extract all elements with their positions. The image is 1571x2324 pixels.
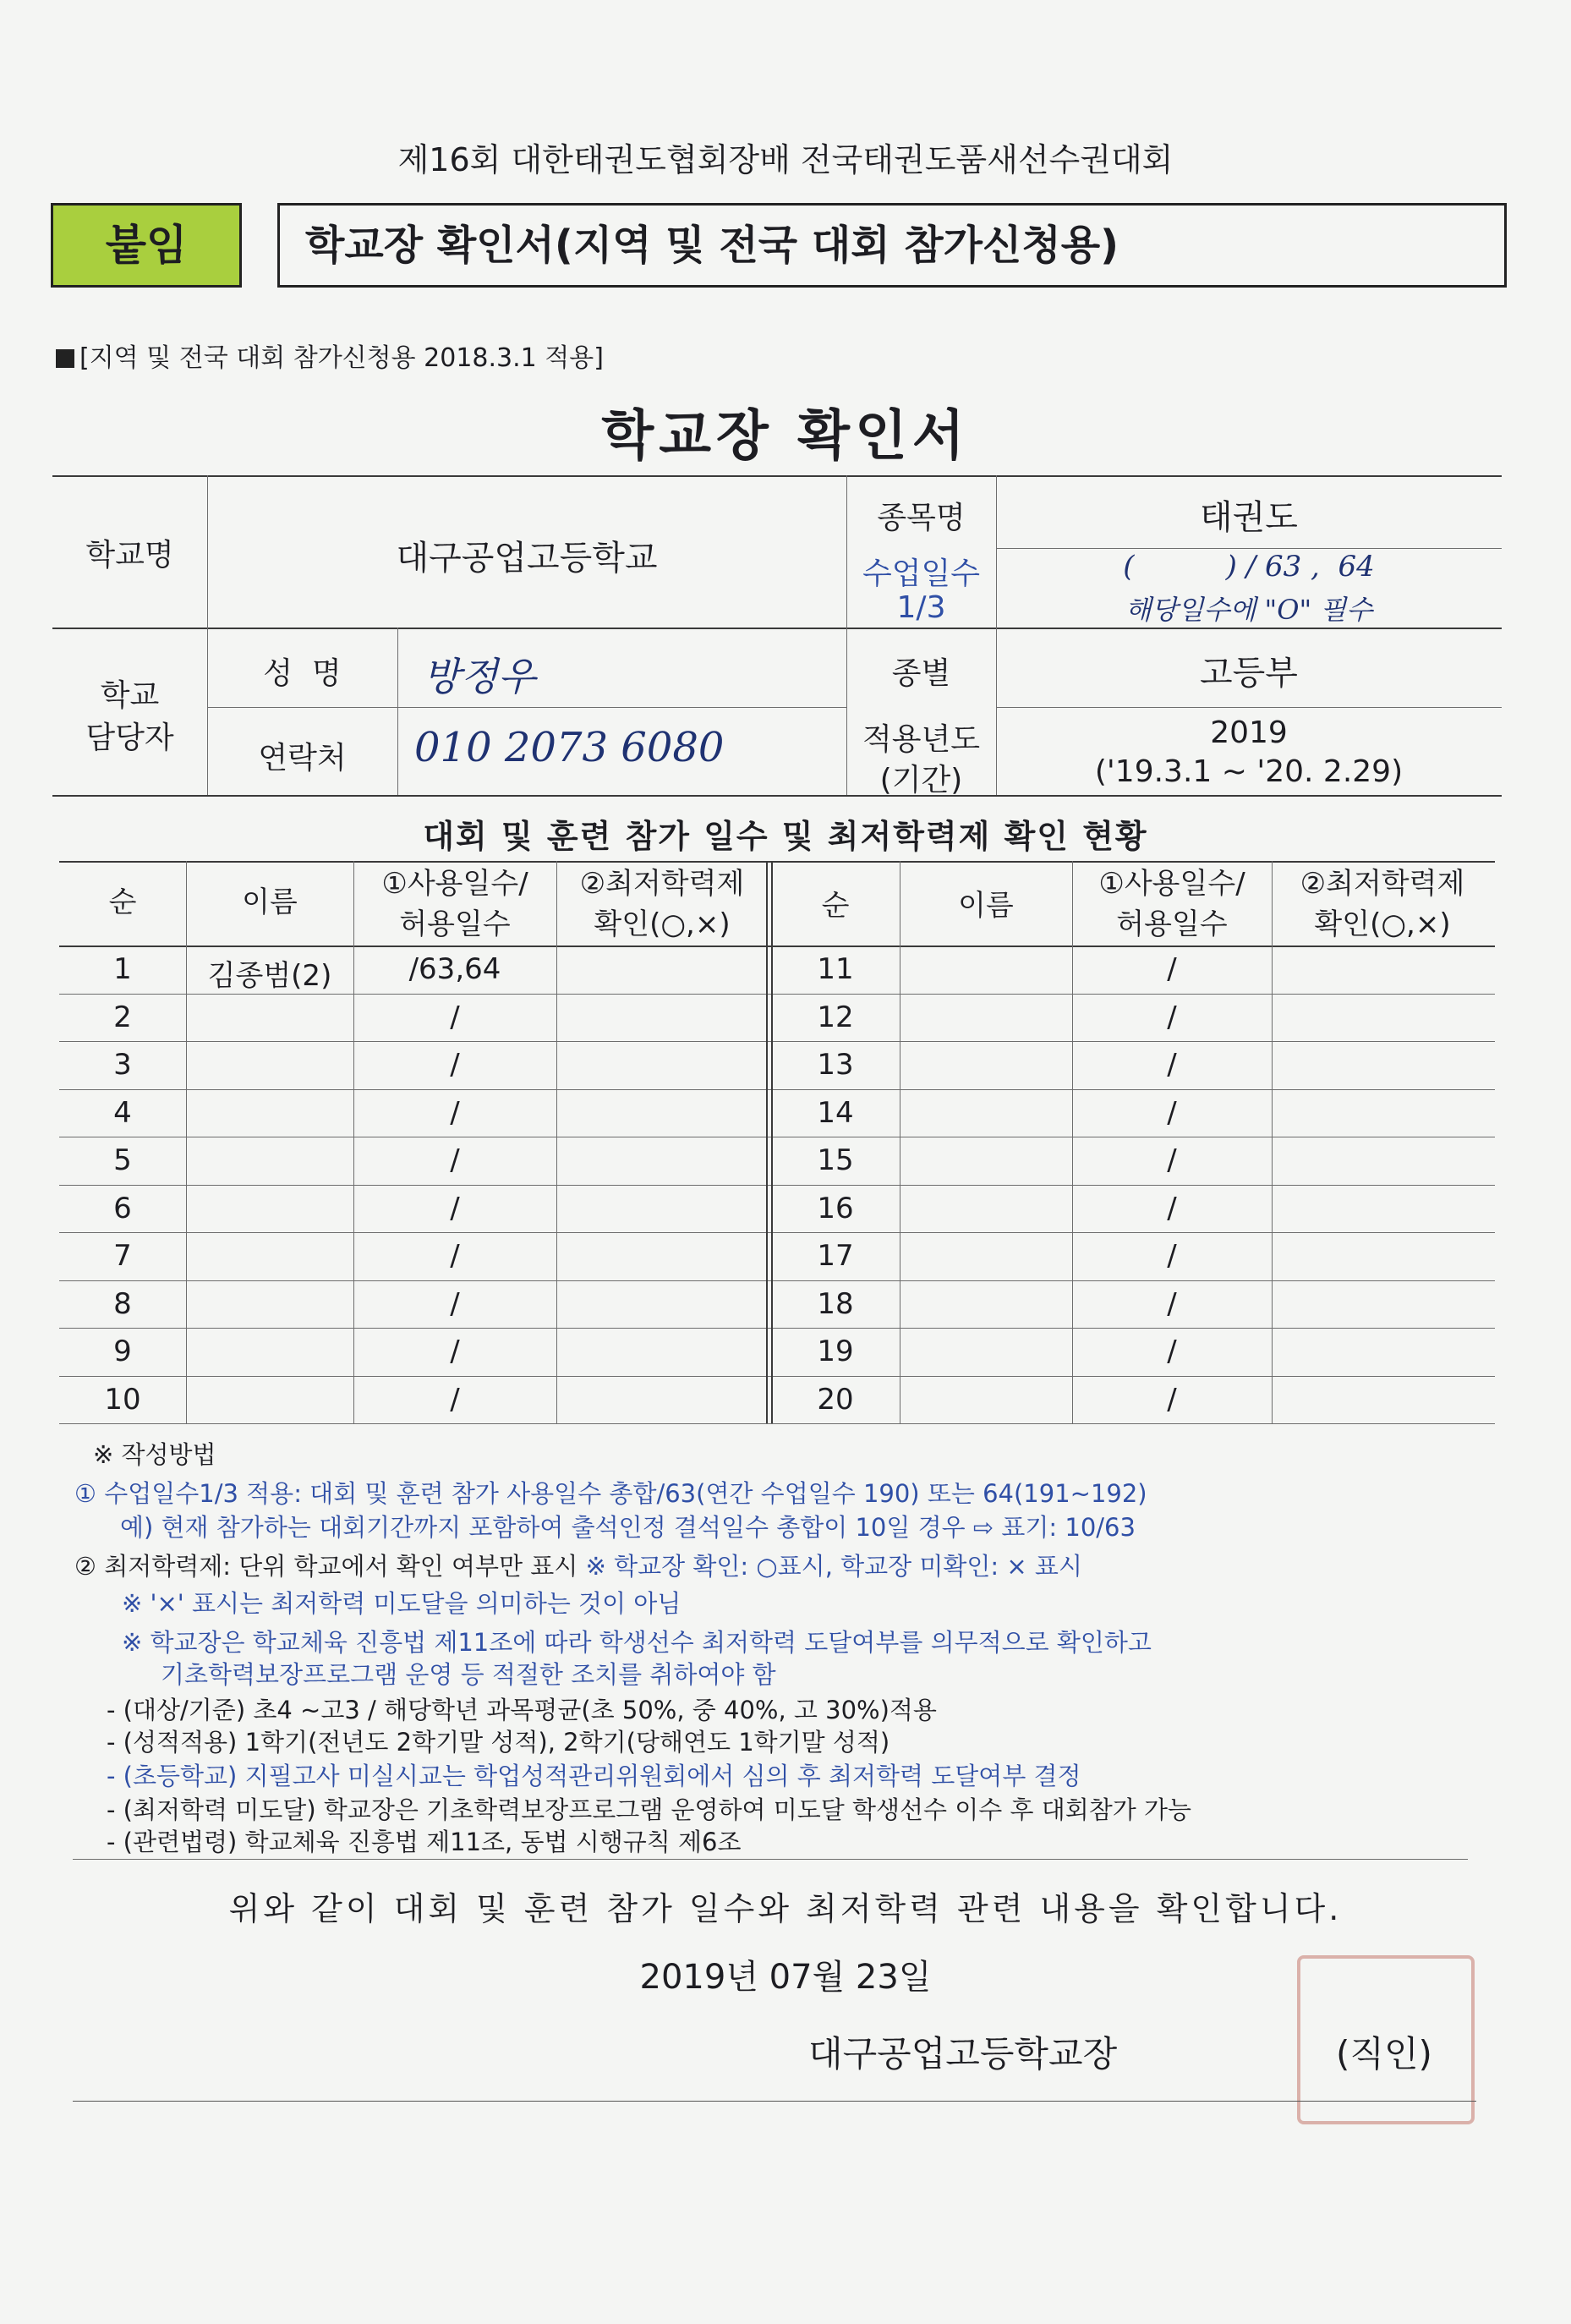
row-number: 20 xyxy=(817,1383,854,1417)
info-top-border xyxy=(52,475,1502,477)
row-number: 17 xyxy=(817,1239,854,1273)
table-col-rule xyxy=(186,861,187,1423)
row-number: 12 xyxy=(817,1000,854,1034)
table-row-rule xyxy=(59,1376,1495,1377)
year-value: 2019 xyxy=(1210,715,1288,750)
header-title-box: 학교장 확인서(지역 및 전국 대회 참가신청용) xyxy=(277,203,1507,288)
table-col-rule xyxy=(1272,861,1273,1423)
row-days: / xyxy=(1167,1192,1177,1225)
table-top-border xyxy=(59,861,1495,863)
table-row-rule xyxy=(59,1089,1495,1090)
info-rule xyxy=(996,707,1502,708)
row-days: / xyxy=(1167,952,1177,986)
class-days-label: 수업일수 xyxy=(862,556,981,591)
info-rule xyxy=(996,548,1502,549)
row-days: / xyxy=(450,1143,460,1177)
col-header-check-right-2: 확인(○,×) xyxy=(1314,907,1451,941)
col-header-days: ①사용일수/ xyxy=(381,867,528,901)
row-days: / xyxy=(1167,1335,1177,1368)
row-number: 9 xyxy=(113,1335,132,1368)
sport-value: 태권도 xyxy=(1200,498,1298,537)
col-header-check-right: ②최저학력제 xyxy=(1300,867,1465,901)
row-days: / xyxy=(450,1000,460,1034)
row-days: / xyxy=(1167,1383,1177,1417)
table-title: 대회 및 훈련 참가 일수 및 최저학력제 확인 현황 xyxy=(423,818,1148,855)
notes-heading: ※ 작성방법 xyxy=(93,1440,216,1469)
apply-note-text: [지역 및 전국 대회 참가신청용 2018.3.1 적용] xyxy=(79,343,604,373)
row-days: / xyxy=(1167,1048,1177,1082)
row-days: / xyxy=(450,1192,460,1225)
document-title: 학교장 확인서 xyxy=(601,405,970,468)
col-header-no: 순 xyxy=(108,885,137,919)
principal-title: 대구공업고등학교장 xyxy=(808,2033,1118,2075)
notes-divider xyxy=(73,1859,1468,1860)
detail-4: - (최저학력 미도달) 학교장은 기초학력보장프로그램 운영하여 미도달 학생선수 이수 후 대회참가 가능 xyxy=(107,1795,1192,1824)
note-4-line-1: ※ 학교장은 학교체육 진흥법 제11조에 따라 학생선수 최저학력 도달여부를 의무적으로 확인하고 xyxy=(122,1628,1152,1657)
row-number: 18 xyxy=(817,1287,854,1321)
square-bullet-icon xyxy=(56,349,74,368)
detail-2: - (성적적용) 1학기(전년도 2학기말 성적), 2학기(당해연도 1학기말 성적) xyxy=(107,1728,890,1757)
row-days: / xyxy=(1167,1287,1177,1321)
table-row-rule xyxy=(59,994,1495,995)
detail-1: - (대상/기준) 초4 ~고3 / 해당학년 과목평균(초 50%, 중 40%, 고 30%)적용 xyxy=(107,1696,937,1724)
col-header-days-2: 허용일수 xyxy=(399,907,511,941)
apply-note xyxy=(56,337,604,374)
table-row-rule xyxy=(59,1328,1495,1329)
col-header-name-right: 이름 xyxy=(958,889,1014,923)
note-4-line-2: 기초학력보장프로그램 운영 등 적절한 조치를 취하여야 함 xyxy=(161,1660,776,1689)
table-row-rule xyxy=(59,1423,1495,1424)
staff-label: 학교 xyxy=(100,678,160,713)
school-label: 학교명 xyxy=(85,538,174,573)
table-row-rule xyxy=(59,1185,1495,1186)
school-value: 대구공업고등학교 xyxy=(396,539,658,578)
note-2-text: ② 최저학력제: 단위 학교에서 확인 여부만 표시 xyxy=(74,1552,578,1581)
col-header-name: 이름 xyxy=(242,885,298,919)
contact-label: 연락처 xyxy=(258,741,347,776)
row-number: 16 xyxy=(817,1192,854,1225)
row-number: 19 xyxy=(817,1335,854,1368)
row-number: 14 xyxy=(817,1096,854,1130)
row-number: 1 xyxy=(113,952,132,986)
note-2-principal: ※ 학교장 확인: ○표시, 학교장 미확인: × 표시 xyxy=(585,1552,1082,1581)
contact-value: 010 2073 6080 xyxy=(414,724,725,771)
row-number: 7 xyxy=(113,1239,132,1273)
row-number: 13 xyxy=(817,1048,854,1082)
row-days: /63,64 xyxy=(408,952,501,986)
table-header-border xyxy=(59,945,1495,947)
attachment-badge: 붙임 xyxy=(51,203,242,288)
row-days: / xyxy=(1167,1143,1177,1177)
row-days: / xyxy=(1167,1000,1177,1034)
col-header-check-2: 확인(○,×) xyxy=(594,907,731,941)
division-label: 종별 xyxy=(891,656,951,691)
year-period: ('19.3.1 ~ '20. 2.29) xyxy=(1094,754,1404,789)
sport-label: 종목명 xyxy=(877,501,966,535)
row-number: 15 xyxy=(817,1143,854,1177)
row-number: 6 xyxy=(113,1192,132,1225)
sign-date: 2019년 07월 23일 xyxy=(639,1958,932,1997)
name-value: 방정우 xyxy=(423,654,536,699)
note-3: ※ '×' 표시는 최저학력 미도달을 의미하는 것이 아님 xyxy=(122,1589,681,1618)
row-days: / xyxy=(450,1383,460,1417)
row-days: / xyxy=(450,1287,460,1321)
row-days: / xyxy=(1167,1239,1177,1273)
row-name: 김종범(2) xyxy=(207,959,332,993)
info-bottom-border xyxy=(52,795,1502,797)
row-number: 10 xyxy=(104,1383,141,1417)
footer-line xyxy=(73,2101,1476,2102)
info-col-rule xyxy=(397,628,398,795)
col-header-days-right: ①사용일수/ xyxy=(1098,867,1245,901)
class-days-fraction: 1/3 xyxy=(896,590,946,625)
year-label-2: (기간) xyxy=(879,763,963,798)
row-number: 8 xyxy=(113,1287,132,1321)
col-header-days-right-2: 허용일수 xyxy=(1116,907,1228,941)
class-days-value: ( ) / 63 , 64 xyxy=(1123,550,1375,584)
row-number: 2 xyxy=(113,1000,132,1034)
class-days-note: 해당일수에 "O" 필수 xyxy=(1125,594,1373,626)
event-title: 제16회 대한태권도협회장배 전국태권도품새선수권대회 xyxy=(397,141,1174,178)
note-2 xyxy=(74,1548,1082,1582)
table-row-rule xyxy=(59,1280,1495,1281)
seal-label: (직인) xyxy=(1336,2033,1432,2075)
staff-label-2: 담당자 xyxy=(85,721,174,755)
confirmation-text: 위와 같이 대회 및 훈련 참가 일수와 최저학력 관련 내용을 확인합니다. xyxy=(228,1890,1343,1927)
col-header-check: ②최저학력제 xyxy=(579,867,745,901)
row-days: / xyxy=(450,1096,460,1130)
table-col-rule xyxy=(556,861,557,1423)
division-value: 고등부 xyxy=(1200,654,1298,693)
name-label: 성 명 xyxy=(263,656,342,691)
info-rule xyxy=(207,707,846,708)
year-label: 적용년도 xyxy=(862,722,981,757)
col-header-no-right: 순 xyxy=(821,889,850,923)
info-divider xyxy=(52,628,1502,629)
note-1-line-1: ① 수업일수1/3 적용: 대회 및 훈련 참가 사용일수 총합/63(연간 수업일수 190) 또는 64(191~192) xyxy=(74,1479,1147,1508)
row-number: 5 xyxy=(113,1143,132,1177)
row-days: / xyxy=(450,1239,460,1273)
row-number: 11 xyxy=(817,952,854,986)
row-days: / xyxy=(450,1048,460,1082)
row-days: / xyxy=(1167,1096,1177,1130)
row-days: / xyxy=(450,1335,460,1368)
table-row-rule xyxy=(59,1041,1495,1042)
table-center-divider xyxy=(766,861,768,1423)
detail-5: - (관련법령) 학교체육 진흥법 제11조, 동법 시행규칙 제6조 xyxy=(107,1828,742,1856)
table-row-rule xyxy=(59,1232,1495,1233)
note-1-line-2: 예) 현재 참가하는 대회기간까지 포함하여 출석인정 결석일수 총합이 10일 경우 ⇨ 표기: 10/63 xyxy=(120,1513,1136,1542)
row-number: 3 xyxy=(113,1048,132,1082)
detail-3: - (초등학교) 지필고사 미실시교는 학업성적관리위원회에서 심의 후 최저학력 도달여부 결정 xyxy=(107,1762,1081,1790)
row-number: 4 xyxy=(113,1096,132,1130)
